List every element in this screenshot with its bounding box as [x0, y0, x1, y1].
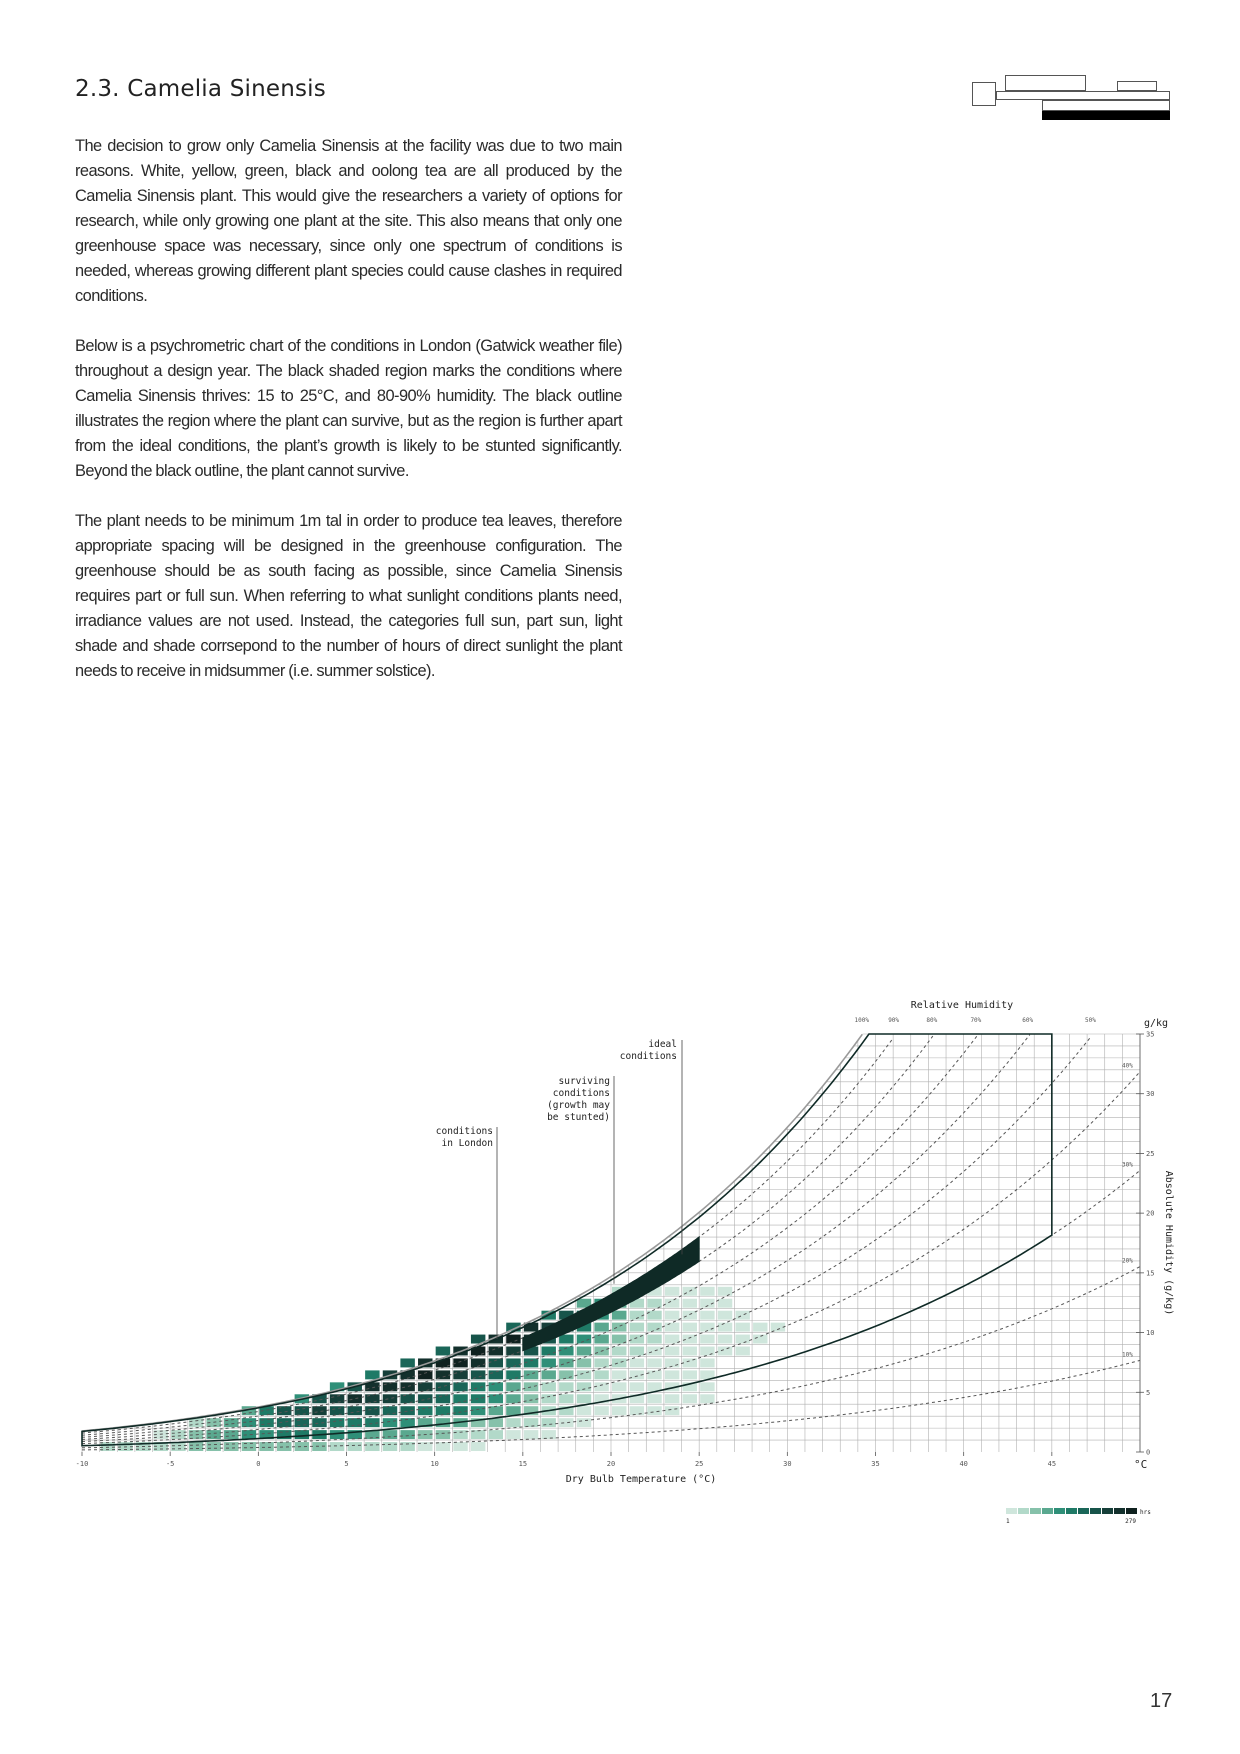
- hours-cell: [524, 1382, 538, 1391]
- body-text: [75, 134, 622, 709]
- hours-cell: [383, 1394, 397, 1403]
- rh-curve-label: 100%: [854, 1017, 869, 1024]
- annotation-london: conditions in London: [435, 1126, 493, 1149]
- hours-cell: [735, 1347, 749, 1356]
- legend-swatch: [1018, 1508, 1029, 1514]
- hours-cell: [259, 1442, 273, 1451]
- hours-cell: [718, 1299, 732, 1308]
- hours-cell: [683, 1323, 697, 1332]
- hours-cell: [647, 1406, 661, 1415]
- rh-curve-label: 80%: [926, 1017, 938, 1024]
- hours-cell: [206, 1442, 220, 1451]
- hours-cell: [295, 1418, 309, 1427]
- rh-curve-label: 50%: [1085, 1017, 1096, 1024]
- x-tick-label: 25: [694, 1460, 704, 1468]
- rh-curve-label: 90%: [888, 1017, 900, 1024]
- hours-cell: [665, 1287, 679, 1296]
- legend-swatch: [1078, 1508, 1089, 1514]
- hours-cell: [295, 1406, 309, 1415]
- legend-swatch: [1126, 1508, 1137, 1514]
- hours-cell: [541, 1358, 555, 1367]
- legend-swatch: [1042, 1508, 1053, 1514]
- hours-cell: [665, 1311, 679, 1320]
- hours-cell: [718, 1287, 732, 1296]
- hours-cell: [630, 1358, 644, 1367]
- hours-cell: [348, 1406, 362, 1415]
- hours-cell: [559, 1335, 573, 1344]
- hours-cell: [506, 1394, 520, 1403]
- hours-cell: [718, 1347, 732, 1356]
- legend-max: 279: [1125, 1518, 1136, 1525]
- hours-cell: [348, 1418, 362, 1427]
- chart-grid: [82, 1034, 1140, 1452]
- hours-cell: [700, 1287, 714, 1296]
- hours-cell: [577, 1347, 591, 1356]
- hours-cell: [383, 1382, 397, 1391]
- hours-cell: [506, 1335, 520, 1344]
- rh-curve-label: 10%: [1122, 1351, 1133, 1359]
- hours-cell: [612, 1358, 626, 1367]
- paragraph-sunlight: The plant needs to be minimum 1m tal in order to produce tea leaves, therefore appropriate spacing will be designed in the greenhouse configuration. The greenhouse should be as south facing as possible, since Camelia Sinensis requires part or full sun. When referring to what sunlight conditions plants need, irradiance values are not used. Instead, the categories full sun, part sun, light shade and shade corrsepond to the number of hours of direct sunlight the plant needs to receive in midsummer (i.e. summer solstice).: [75, 512, 622, 680]
- hours-cell: [665, 1394, 679, 1403]
- hours-cell: [383, 1406, 397, 1415]
- hours-cell: [665, 1323, 679, 1332]
- hours-cell: [647, 1335, 661, 1344]
- y-tick-label: 5: [1146, 1388, 1151, 1397]
- annotation-surviving: surviving conditions (growth may be stunted): [547, 1076, 610, 1123]
- hours-cell: [524, 1418, 538, 1427]
- hours-cell: [259, 1418, 273, 1427]
- hours-cell: [436, 1442, 450, 1451]
- hours-cell: [383, 1442, 397, 1451]
- hours-cell: [524, 1430, 538, 1439]
- hours-cell: [665, 1299, 679, 1308]
- hours-cell: [612, 1311, 626, 1320]
- paragraph-intro: The decision to grow only Camelia Sinensis at the facility was due to two main reasons. White, yellow, green, black and oolong tea are all produced by the Camelia Sinensis plant. This would give the researchers a variety of options for research, while only growing one plant at the site. This also means that only one greenhouse space was necessary, since only one spectrum of conditions is needed, whereas growing different plant species could cause clashes in required conditions.: [75, 137, 622, 305]
- x-tick-label: -5: [165, 1460, 175, 1468]
- hours-cell: [700, 1382, 714, 1391]
- y-tick-label: 15: [1146, 1269, 1155, 1278]
- hours-legend: [1006, 1508, 1151, 1525]
- hours-cell: [436, 1347, 450, 1356]
- hours-cell: [506, 1418, 520, 1427]
- hours-cell: [453, 1382, 467, 1391]
- hours-cell: [489, 1430, 503, 1439]
- hours-cell: [718, 1335, 732, 1344]
- hours-cell: [489, 1394, 503, 1403]
- hours-cell: [647, 1394, 661, 1403]
- hours-heatmap: [101, 1287, 786, 1451]
- legend-swatch: [1102, 1508, 1113, 1514]
- hours-cell: [471, 1382, 485, 1391]
- hours-cell: [612, 1406, 626, 1415]
- hours-cell: [506, 1370, 520, 1379]
- rh-curve-label: 60%: [1022, 1017, 1034, 1024]
- hours-cell: [612, 1370, 626, 1379]
- hours-cell: [348, 1394, 362, 1403]
- hours-cell: [277, 1442, 291, 1451]
- legend-swatch: [1006, 1508, 1017, 1514]
- x-tick-label: 0: [256, 1460, 261, 1468]
- x-tick-label: 40: [959, 1460, 968, 1468]
- hours-cell: [665, 1370, 679, 1379]
- hours-cell: [683, 1347, 697, 1356]
- rh-curve-label: 30%: [1122, 1161, 1133, 1169]
- legend-swatch: [1030, 1508, 1041, 1514]
- hours-cell: [683, 1299, 697, 1308]
- hours-cell: [436, 1430, 450, 1439]
- hours-cell: [541, 1382, 555, 1391]
- x-unit-label: °C: [1134, 1458, 1148, 1471]
- hours-cell: [735, 1311, 749, 1320]
- hours-cell: [577, 1418, 591, 1427]
- document-logo: [972, 73, 1172, 125]
- hours-cell: [471, 1442, 485, 1451]
- hours-cell: [647, 1358, 661, 1367]
- hours-cell: [506, 1430, 520, 1439]
- x-axis-title: Dry Bulb Temperature (°C): [565, 1474, 717, 1485]
- hours-cell: [594, 1370, 608, 1379]
- x-tick-label: 5: [344, 1460, 349, 1468]
- hours-cell: [647, 1299, 661, 1308]
- y-tick-label: 20: [1146, 1209, 1155, 1218]
- hours-cell: [594, 1323, 608, 1332]
- hours-cell: [594, 1406, 608, 1415]
- x-tick-label: 15: [518, 1460, 528, 1468]
- hours-cell: [471, 1406, 485, 1415]
- hours-cell: [700, 1358, 714, 1367]
- hours-cell: [612, 1382, 626, 1391]
- hours-cell: [524, 1370, 538, 1379]
- hours-cell: [735, 1323, 749, 1332]
- x-tick-label: -10: [75, 1460, 89, 1468]
- hours-cell: [524, 1358, 538, 1367]
- hours-cell: [436, 1394, 450, 1403]
- hours-cell: [312, 1406, 326, 1415]
- hours-cell: [665, 1347, 679, 1356]
- hours-cell: [559, 1370, 573, 1379]
- hours-cell: [506, 1406, 520, 1415]
- hours-cell: [330, 1406, 344, 1415]
- hours-cell: [436, 1418, 450, 1427]
- hours-cell: [330, 1442, 344, 1451]
- hours-cell: [577, 1406, 591, 1415]
- hours-cell: [647, 1323, 661, 1332]
- hours-cell: [171, 1430, 185, 1439]
- hours-cell: [612, 1347, 626, 1356]
- hours-cell: [224, 1430, 238, 1439]
- hours-cell: [594, 1335, 608, 1344]
- x-tick-label: 45: [1047, 1460, 1057, 1468]
- hours-cell: [189, 1442, 203, 1451]
- hours-cell: [489, 1382, 503, 1391]
- y-axis-title: Absolute Humidity (g/kg): [1163, 1170, 1174, 1316]
- hours-cell: [594, 1358, 608, 1367]
- hours-cell: [489, 1370, 503, 1379]
- page-number: 17: [1150, 1690, 1173, 1712]
- hours-cell: [700, 1335, 714, 1344]
- legend-swatch: [1066, 1508, 1077, 1514]
- y-unit-label: g/kg: [1144, 1018, 1169, 1029]
- hours-cell: [365, 1442, 379, 1451]
- rh-curve-label: 20%: [1122, 1257, 1133, 1265]
- hours-cell: [683, 1370, 697, 1379]
- y-tick-label: 35: [1146, 1030, 1155, 1039]
- section-title: 2.3. Camelia Sinensis: [75, 76, 326, 102]
- hours-cell: [348, 1442, 362, 1451]
- hours-cell: [242, 1442, 256, 1451]
- y-tick-label: 25: [1146, 1149, 1155, 1158]
- hours-cell: [700, 1311, 714, 1320]
- hours-cell: [330, 1418, 344, 1427]
- legend-swatch: [1054, 1508, 1065, 1514]
- hours-cell: [295, 1430, 309, 1439]
- hours-cell: [559, 1358, 573, 1367]
- hours-cell: [277, 1418, 291, 1427]
- hours-cell: [400, 1358, 414, 1367]
- x-tick-label: 35: [871, 1460, 880, 1468]
- hours-cell: [700, 1394, 714, 1403]
- hours-cell: [630, 1382, 644, 1391]
- legend-swatch: [1114, 1508, 1125, 1514]
- paragraph-chart-description: Below is a psychrometric chart of the conditions in London (Gatwick weather file) throughout a design year. The black shaded region marks the conditions where Camelia Sinensis thrives: 15 to 25°C, and 80-90% humidity. The black outline illustrates the region where the plant can survive, but as the region is further apart from the ideal conditions, the plant’s growth is likely to be stunted significantly. Beyond the black outline, the plant cannot survive.: [75, 337, 622, 480]
- hours-cell: [700, 1347, 714, 1356]
- hours-cell: [718, 1311, 732, 1320]
- hours-cell: [630, 1406, 644, 1415]
- hours-cell: [647, 1347, 661, 1356]
- hours-cell: [400, 1382, 414, 1391]
- hours-cell: [541, 1370, 555, 1379]
- hours-cell: [577, 1358, 591, 1367]
- x-tick-label: 20: [606, 1460, 616, 1468]
- hours-cell: [453, 1406, 467, 1415]
- hours-cell: [383, 1418, 397, 1427]
- legend-swatch: [1090, 1508, 1101, 1514]
- hours-cell: [753, 1323, 767, 1332]
- hours-cell: [365, 1370, 379, 1379]
- x-tick-label: 10: [430, 1460, 439, 1468]
- hours-cell: [630, 1347, 644, 1356]
- hours-cell: [489, 1418, 503, 1427]
- psychrometric-chart: [0, 980, 1240, 1560]
- y-tick-label: 0: [1146, 1448, 1151, 1457]
- rh-curve-label: 70%: [970, 1017, 982, 1024]
- legend-unit: hrs: [1140, 1509, 1151, 1516]
- hours-cell: [612, 1323, 626, 1332]
- hours-cell: [365, 1406, 379, 1415]
- hours-cell: [400, 1430, 414, 1439]
- hours-cell: [224, 1442, 238, 1451]
- hours-cell: [559, 1394, 573, 1403]
- hours-cell: [559, 1382, 573, 1391]
- legend-min: 1: [1006, 1518, 1010, 1525]
- hours-cell: [171, 1442, 185, 1451]
- hours-cell: [312, 1418, 326, 1427]
- hours-cell: [683, 1394, 697, 1403]
- hours-cell: [383, 1430, 397, 1439]
- hours-cell: [489, 1347, 503, 1356]
- y-tick-label: 10: [1146, 1329, 1155, 1338]
- rh-curve-label: 40%: [1122, 1062, 1133, 1070]
- x-tick-label: 30: [783, 1460, 792, 1468]
- hours-cell: [735, 1335, 749, 1344]
- hours-cell: [453, 1442, 467, 1451]
- hours-cell: [541, 1418, 555, 1427]
- hours-cell: [541, 1430, 555, 1439]
- annotation-ideal: ideal conditions: [619, 1039, 677, 1062]
- hours-cell: [630, 1323, 644, 1332]
- hours-cell: [577, 1394, 591, 1403]
- hours-cell: [400, 1394, 414, 1403]
- hours-cell: [718, 1323, 732, 1332]
- y-tick-label: 30: [1146, 1090, 1155, 1099]
- rh-axis-title: Relative Humidity: [910, 1000, 1014, 1011]
- hours-cell: [436, 1382, 450, 1391]
- hours-cell: [665, 1406, 679, 1415]
